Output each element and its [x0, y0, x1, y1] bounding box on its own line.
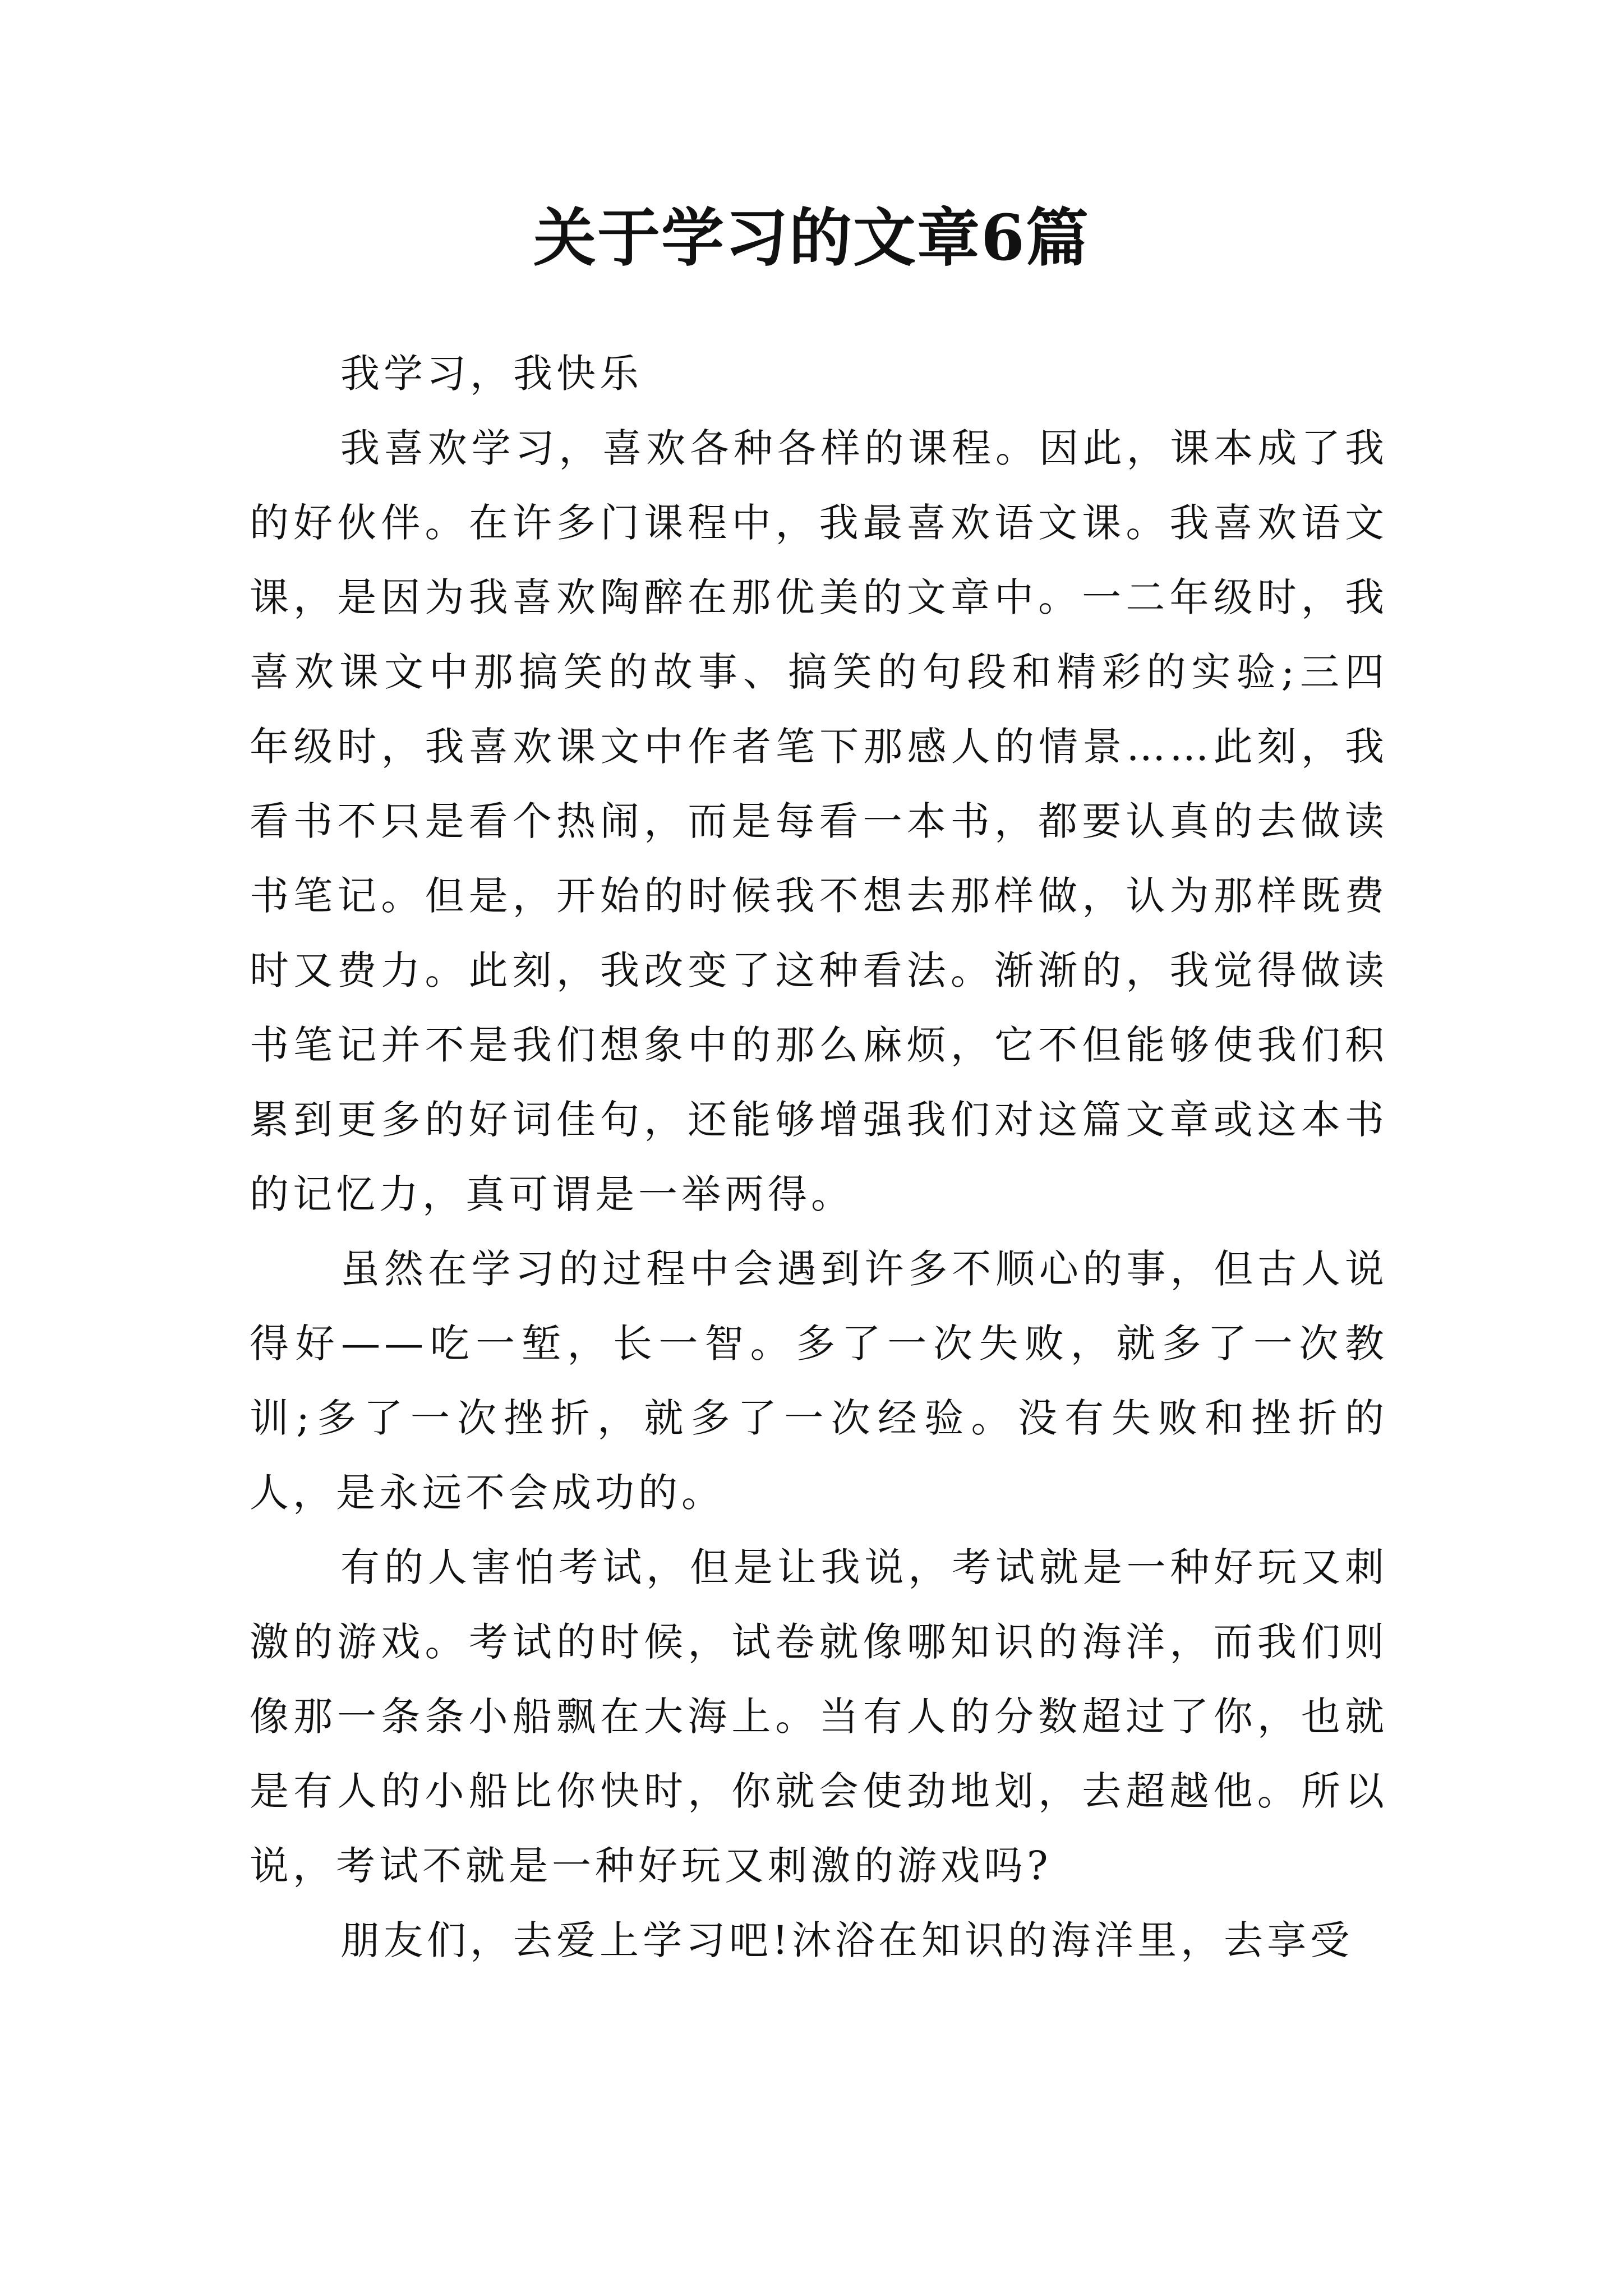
paragraph-4: 朋友们，去爱上学习吧!沐浴在知识的海洋里，去享受	[340, 1917, 1354, 1963]
document-title: 关于学习的文章6篇	[533, 201, 1090, 275]
section-heading: 我学习，我快乐	[340, 351, 643, 397]
paragraph-1: 我喜欢学习，喜欢各种各样的课程。因此，课本成了我的好伙伴。在许多门课程中，我最喜欢语文课。我喜欢语文课，是因为我喜欢陶醉在那优美的文章中。一二年级时，我喜欢课文中那搞笑的故事、搞笑的句段和精彩的实验;三四年级时，我喜欢课文中作者笔下那感人的情景……此刻，我看书不只是看个热闹，而是每看一本书，都要认真的去做读书笔记。但是，开始的时候我不想去那样做，认为那样既费时又费力。此刻，我改变了这种看法。渐渐的，我觉得做读书笔记并不是我们想象中的那么麻烦，它不但能够使我们积累到更多的好词佳句，还能够增强我们对这篇文章或这本书的记忆力，真可谓是一举两得。	[250, 425, 1388, 1217]
paragraph-2: 虽然在学习的过程中会遇到许多不顺心的事，但古人说得好——吃一堑，长一智。多了一次失败，就多了一次教训;多了一次挫折，就多了一次经验。没有失败和挫折的人，是永远不会成功的。	[250, 1246, 1388, 1516]
document-body	[250, 337, 1388, 1978]
paragraph-3: 有的人害怕考试，但是让我说，考试就是一种好玩又刺激的游戏。考试的时候，试卷就像哪知识的海洋，而我们则像那一条条小船飘在大海上。当有人的分数超过了你，也就是有人的小船比你快时，你就会使劲地划，去超越他。所以说，考试不就是一种好玩又刺激的游戏吗?	[250, 1544, 1388, 1889]
